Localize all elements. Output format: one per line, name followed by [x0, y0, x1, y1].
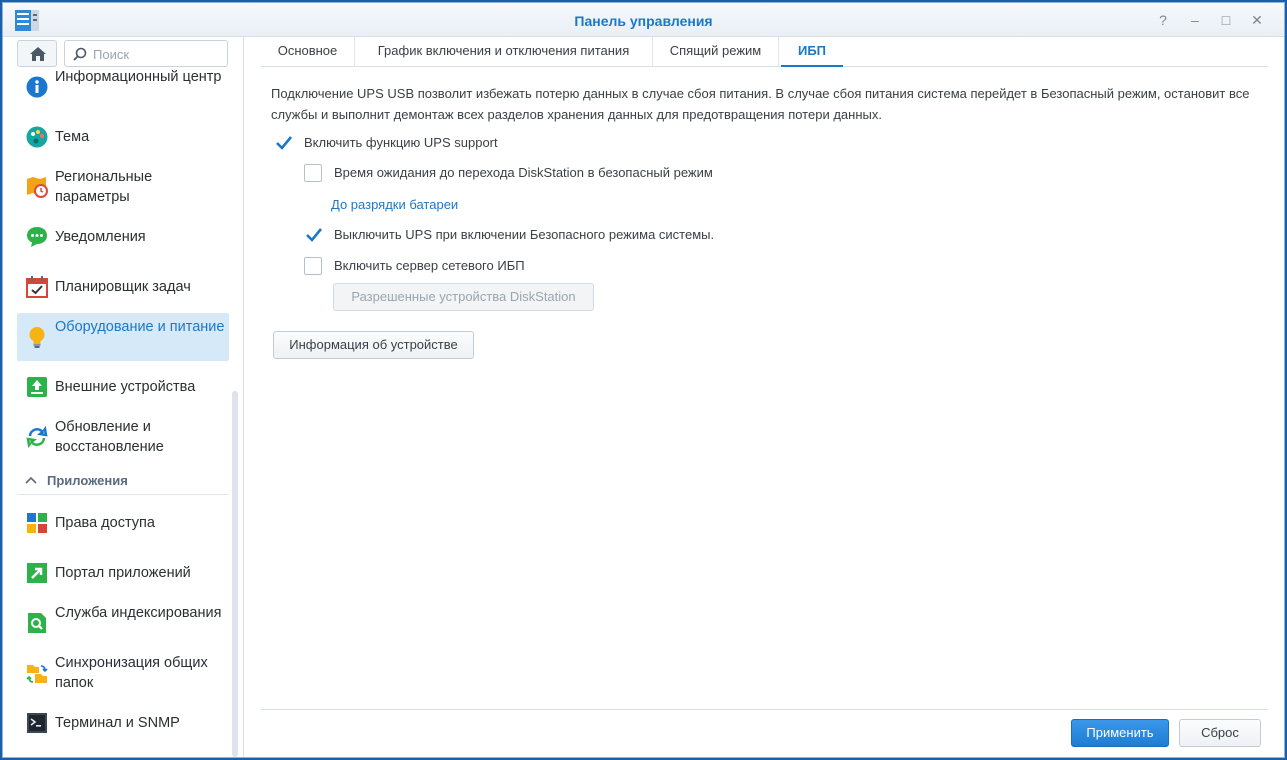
title-bar [3, 3, 1284, 37]
sidebar-item-regional[interactable] [17, 163, 229, 211]
sidebar-item-external-devices[interactable] [17, 363, 229, 411]
sidebar-scrollbar[interactable] [232, 391, 238, 757]
sidebar-item-access-rights[interactable] [17, 499, 229, 547]
search-input[interactable] [93, 45, 221, 63]
tab-bar [261, 37, 1268, 67]
sidebar-item-update-restore[interactable] [17, 413, 229, 461]
chevron-up-icon [25, 476, 37, 484]
external-device-icon [26, 376, 48, 398]
palette-icon [26, 126, 48, 148]
sidebar-item-label: Внешние устройства [55, 379, 196, 395]
folder-sync-icon [26, 662, 48, 684]
sidebar-item-folder-sync[interactable] [17, 649, 229, 697]
control-panel-window [2, 2, 1285, 758]
home-icon [29, 46, 47, 62]
sidebar [3, 37, 244, 757]
sidebar-item-label: Служба индексирования [55, 605, 222, 621]
device-info-button[interactable]: Информация об устройстве [273, 331, 474, 359]
network-ups-server-checkbox[interactable] [304, 257, 322, 275]
sidebar-item-label: Уведомления [55, 229, 146, 245]
tab-ups[interactable]: ИБП [781, 37, 843, 67]
network-ups-server-label: Включить сервер сетевого ИБП [334, 258, 525, 273]
sidebar-item-task-scheduler[interactable] [17, 263, 229, 311]
checkmark-icon [275, 135, 293, 151]
sidebar-item-notifications[interactable] [17, 213, 229, 261]
maximize-icon[interactable]: □ [1221, 12, 1231, 28]
sidebar-item-label: Терминал и SNMP [55, 715, 180, 731]
sidebar-item-label: Синхронизация общих папок [55, 655, 208, 691]
enable-ups-checkbox[interactable] [274, 134, 292, 152]
search-icon [73, 47, 87, 61]
tab-general[interactable]: Основное [261, 37, 355, 67]
section-header-label: Приложения [47, 473, 128, 488]
sidebar-item-label: Планировщик задач [55, 279, 191, 295]
region-clock-icon [26, 176, 48, 198]
main-panel [245, 37, 1284, 757]
enable-ups-label: Включить функцию UPS support [304, 135, 498, 150]
sidebar-item-label: Оборудование и питание [55, 319, 225, 335]
sidebar-item-label: Обновление и восстановление [55, 419, 164, 455]
minimize-icon[interactable]: – [1191, 12, 1199, 28]
sidebar-item-hardware-power[interactable] [17, 313, 229, 361]
sidebar-item-app-portal[interactable] [17, 549, 229, 597]
checkmark-icon [305, 227, 323, 243]
sidebar-item-indexing[interactable] [17, 599, 229, 647]
shutdown-ups-label: Выключить UPS при включении Безопасного режима системы. [334, 227, 715, 242]
tab-power-schedule[interactable]: График включения и отключения питания [355, 37, 653, 67]
battery-discharge-link[interactable]: До разрядки батареи [331, 197, 459, 212]
ups-description: Подключение UPS USB позволит избежать потерю данных в случае сбоя питания. В случае сбоя питания система перейдет в Безопасный режим, остановит все службы и выполнит демонтаж всех разделов хранения данных для предотвращения потери данных. [271, 86, 1250, 122]
sidebar-item-label: Портал приложений [55, 565, 191, 581]
tab-hibernation[interactable]: Спящий режим [653, 37, 779, 67]
refresh-icon [26, 426, 48, 448]
notification-chat-icon [26, 226, 48, 248]
lightbulb-icon [26, 326, 48, 348]
sidebar-item-terminal-snmp[interactable] [17, 699, 229, 747]
help-icon[interactable]: ? [1159, 12, 1167, 28]
sidebar-item-info-center[interactable] [17, 63, 229, 111]
indexing-search-icon [26, 612, 48, 634]
apply-button[interactable]: Применить [1071, 719, 1169, 747]
sidebar-item-label: Тема [55, 129, 90, 145]
window-title: Панель управления [574, 13, 713, 29]
wait-time-label: Время ожидания до перехода DiskStation в безопасный режим [334, 165, 713, 180]
terminal-icon [26, 712, 48, 734]
wait-time-checkbox[interactable] [304, 164, 322, 182]
footer-divider [261, 709, 1268, 710]
allowed-devices-button[interactable]: Разрешенные устройства DiskStation [333, 283, 594, 311]
sidebar-item-label: Региональные параметры [55, 169, 153, 205]
sidebar-item-label: Информационный центр [55, 69, 222, 85]
reset-button[interactable]: Сброс [1179, 719, 1261, 747]
info-icon [26, 76, 48, 98]
sidebar-item-theme[interactable] [17, 113, 229, 161]
close-icon[interactable]: ✕ [1251, 12, 1263, 28]
app-portal-icon [26, 562, 48, 584]
calendar-check-icon [26, 276, 48, 298]
shutdown-ups-checkbox[interactable] [304, 226, 322, 244]
sidebar-item-label: Права доступа [55, 515, 155, 531]
section-header-applications[interactable] [17, 467, 229, 495]
access-rights-icon [26, 512, 48, 534]
